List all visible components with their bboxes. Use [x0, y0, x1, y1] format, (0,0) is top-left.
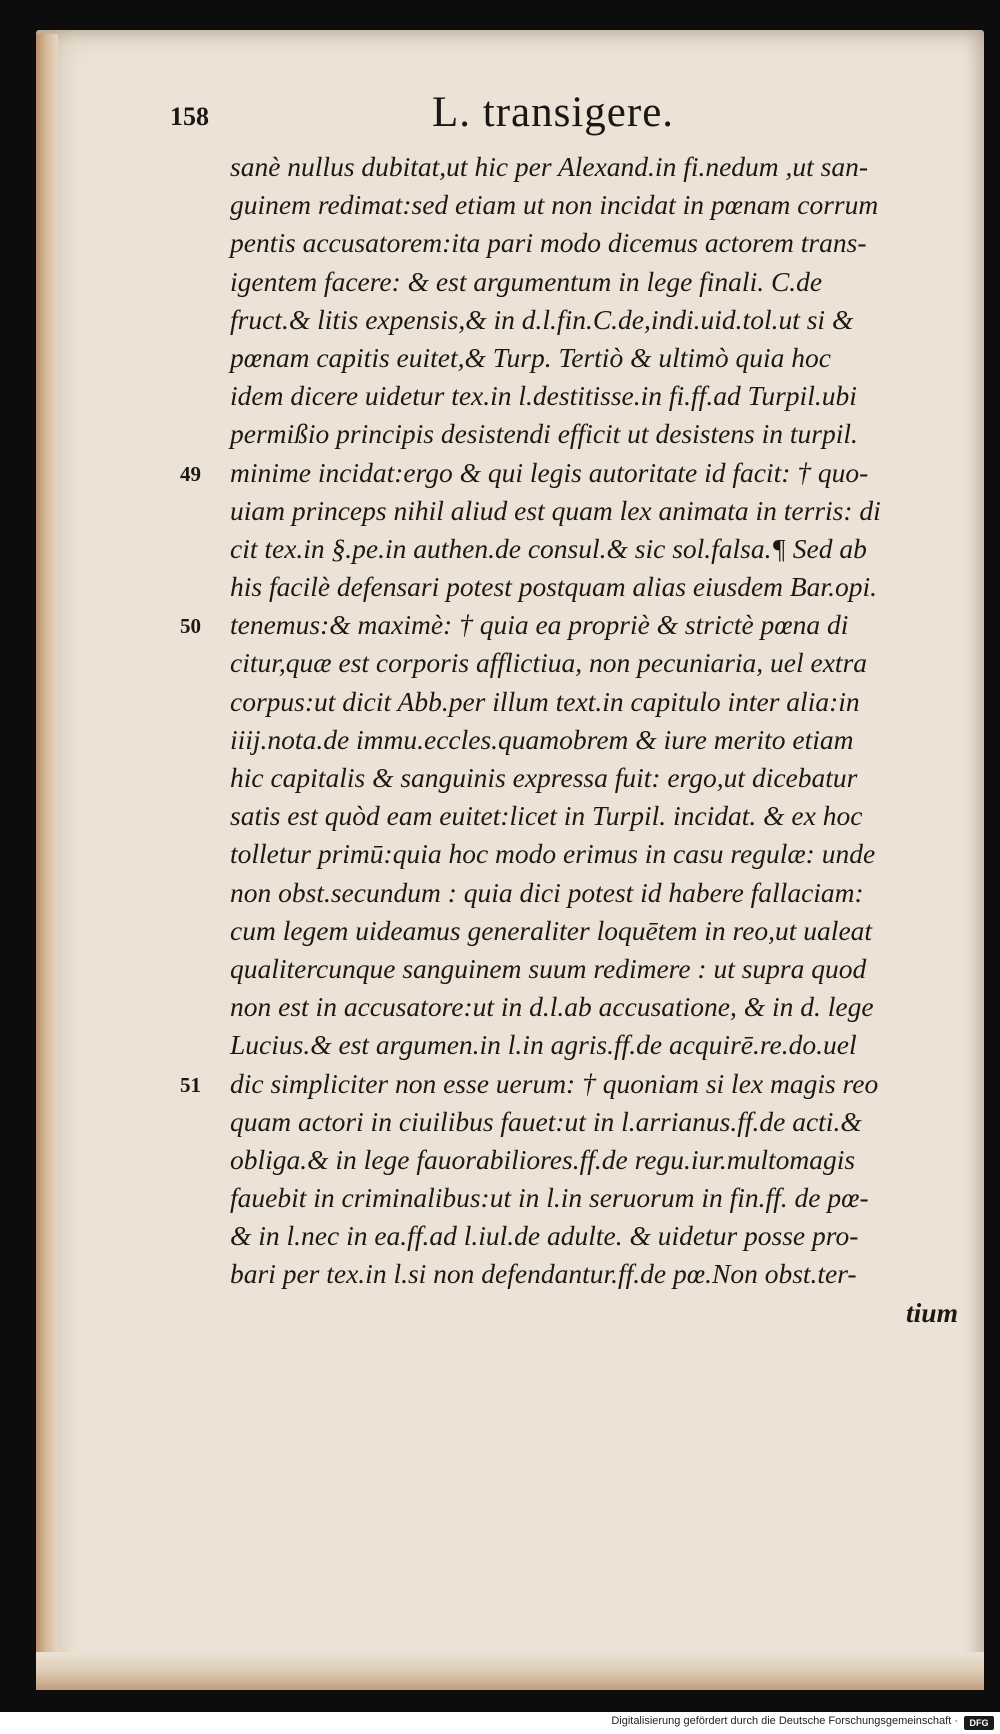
line-text: minime incidat:ergo & qui legis autoritate id facit: † quo- — [230, 456, 869, 488]
line-text: Lucius.& est argumen.in l.in agris.ff.de acquirē.re.do.uel — [230, 1029, 857, 1061]
line-text: cum legem uideamus generaliter loquētem in reo,ut ualeat — [230, 914, 873, 946]
body-text — [178, 148, 958, 1332]
text-line — [178, 530, 958, 568]
text-line — [178, 1179, 958, 1217]
line-text: obliga.& in lege fauorabiliores.ff.de regu.iur.multomagis — [230, 1143, 856, 1175]
text-line — [178, 721, 958, 759]
text-line — [178, 301, 958, 339]
page-gutter-edge — [36, 34, 58, 1686]
text-line — [178, 683, 958, 721]
line-text: satis est quòd eam euitet:licet in Turpil. incidat. & ex hoc — [230, 800, 863, 832]
text-line — [178, 186, 958, 224]
text-line — [178, 148, 958, 186]
text-line — [178, 1065, 958, 1103]
footer-credit: Digitalisierung gefördert durch die Deutsche Forschungsgemeinschaft · — [611, 1715, 958, 1727]
text-line — [178, 339, 958, 377]
digitization-footer — [0, 1712, 1000, 1734]
text-line — [178, 1217, 958, 1255]
text-line — [178, 377, 958, 415]
line-text: his facilè defensari potest postquam alias eiusdem Bar.opi. — [230, 571, 877, 603]
line-text: dic simpliciter non esse uerum: † quoniam si lex magis reo — [230, 1067, 879, 1099]
catchword: tium — [906, 1296, 958, 1328]
line-text: pœnam capitis euitet,& Turp. Tertiò & ultimò quia hoc — [230, 341, 831, 373]
line-text: permißio principis desistendi efficit ut desistens in turpil. — [230, 418, 858, 450]
text-line — [178, 950, 958, 988]
text-line — [178, 1103, 958, 1141]
line-text: guinem redimat:sed etiam ut non incidat in pœnam corrum — [230, 189, 879, 221]
text-line — [178, 797, 958, 835]
line-text: citur,quæ est corporis afflictiua, non pecuniaria, uel extra — [230, 647, 868, 679]
line-text: igentem facere: & est argumentum in lege finali. C.de — [230, 265, 823, 297]
text-line — [178, 454, 958, 492]
line-text: cit tex.in §.pe.in authen.de consul.& sic sol.falsa.¶ Sed ab — [230, 532, 867, 564]
line-text: tenemus:& maximè: † quia ea propriè & strictè pœna di — [230, 609, 849, 641]
text-line — [178, 835, 958, 873]
text-line — [178, 415, 958, 453]
text-line — [178, 224, 958, 262]
text-line — [178, 644, 958, 682]
line-text: tolletur primū:quia hoc modo erimus in casu regulæ: unde — [230, 838, 876, 870]
text-line — [178, 1026, 958, 1064]
line-text: sanè nullus dubitat,ut hic per Alexand.in fi.nedum ,ut san- — [230, 151, 869, 182]
line-text: non obst.secundum : quia dici potest id habere fallaciam: — [230, 876, 864, 908]
text-line — [178, 912, 958, 950]
line-text: idem dicere uidetur tex.in l.destitisse.in fi.ff.ad Turpil.ubi — [230, 380, 857, 412]
text-line — [178, 606, 958, 644]
margin-number: 49 — [180, 461, 201, 486]
page-number: 158 — [170, 102, 209, 131]
text-line — [178, 988, 958, 1026]
line-text: bari per tex.in l.si non defendantur.ff.de pœ.Non obst.ter- — [230, 1258, 857, 1290]
line-text: fauebit in criminalibus:ut in l.in seruorum in fin.ff. de pœ- — [230, 1182, 869, 1214]
page-header — [170, 88, 950, 144]
margin-number: 50 — [180, 614, 201, 639]
catchword-line — [178, 1294, 958, 1332]
text-line — [178, 263, 958, 301]
line-text: & in l.nec in ea.ff.ad l.iul.de adulte. & uidetur posse pro- — [230, 1220, 859, 1252]
running-head: L. transigere. — [432, 89, 675, 136]
line-text: fruct.& litis expensis,& in d.l.fin.C.de,indi.uid.tol.ut si & — [230, 303, 854, 335]
line-text: pentis accusatorem:ita pari modo dicemus actorem trans- — [230, 227, 867, 259]
text-line — [178, 1255, 958, 1293]
text-line — [178, 874, 958, 912]
margin-number: 51 — [180, 1072, 201, 1097]
line-text: non est in accusatore:ut in d.l.ab accusatione, & in d. lege — [230, 991, 874, 1023]
line-text: iiij.nota.de immu.eccles.quamobrem & iure merito etiam — [230, 723, 854, 755]
line-text: qualitercunque sanguinem suum redimere : ut supra quod — [230, 952, 867, 984]
dfg-logo: DFG — [964, 1716, 994, 1730]
text-line — [178, 492, 958, 530]
text-line — [178, 568, 958, 606]
line-text: hic capitalis & sanguinis expressa fuit: ergo,ut dicebatur — [230, 762, 858, 793]
text-line — [178, 1141, 958, 1179]
line-text: quam actori in ciuilibus fauet:ut in l.arrianus.ff.de acti.& — [230, 1105, 862, 1137]
line-text: corpus:ut dicit Abb.per illum text.in capitulo inter alia:in — [230, 685, 860, 717]
text-line — [178, 759, 958, 797]
line-text: uiam princeps nihil aliud est quam lex animata in terris: di — [230, 494, 881, 526]
page-bottom-edge — [36, 1652, 984, 1690]
